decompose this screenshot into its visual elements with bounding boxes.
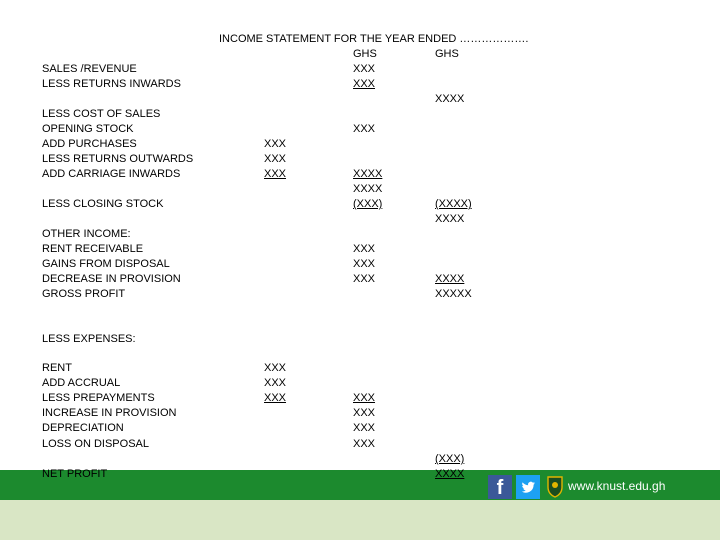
value-purchases: XXX <box>264 138 287 150</box>
label-sales: SALES /REVENUE <box>42 63 137 75</box>
value-accrual: XXX <box>264 377 287 389</box>
value-returns-outwards: XXX <box>264 153 287 165</box>
value-net-sales: XXXX <box>435 93 465 105</box>
label-purchases: ADD PURCHASES <box>42 138 137 150</box>
statement-title: INCOME STATEMENT FOR THE YEAR ENDED ………………. <box>219 33 529 45</box>
facebook-icon[interactable]: f <box>488 475 512 499</box>
label-returns-inwards: LESS RETURNS INWARDS <box>42 78 181 90</box>
value-sales: XXX <box>353 63 376 75</box>
value-opening-stock: XXX <box>353 123 376 135</box>
value-gross-profit: XXXXX <box>435 288 472 300</box>
label-closing-stock: LESS CLOSING STOCK <box>42 198 164 210</box>
value-net-purchases: XXXX <box>353 168 383 180</box>
value-net-profit: XXXX <box>435 468 465 480</box>
value-decrease-provision: XXX <box>353 273 376 285</box>
label-prepayments: LESS PREPAYMENTS <box>42 392 155 404</box>
knust-crest-icon <box>546 474 564 498</box>
label-opening-stock: OPENING STOCK <box>42 123 134 135</box>
label-cost-of-sales: LESS COST OF SALES <box>42 108 161 120</box>
value-increase-provision: XXX <box>353 407 376 419</box>
label-rent: RENT <box>42 362 72 374</box>
label-depreciation: DEPRECIATION <box>42 422 124 434</box>
label-returns-outwards: LESS RETURNS OUTWARDS <box>42 153 194 165</box>
value-returns-inwards: XXX <box>353 78 376 90</box>
value-rent-b: XXX <box>353 392 376 404</box>
value-available: XXXX <box>353 183 383 195</box>
col-head-ghs-1: GHS <box>353 48 377 60</box>
label-loss-disposal: LOSS ON DISPOSAL <box>42 438 149 450</box>
label-decrease-provision: DECREASE IN PROVISION <box>42 273 181 285</box>
value-gains: XXX <box>353 258 376 270</box>
value-closing-stock: (XXX) <box>353 198 383 210</box>
value-carriage: XXX <box>264 168 287 180</box>
value-depreciation: XXX <box>353 422 376 434</box>
label-accrual: ADD ACCRUAL <box>42 377 121 389</box>
label-less-expenses: LESS EXPENSES: <box>42 333 136 345</box>
website-link[interactable]: www.knust.edu.gh <box>568 479 666 493</box>
label-gross-profit: GROSS PROFIT <box>42 288 126 300</box>
twitter-icon[interactable] <box>516 475 540 499</box>
footer-light-band <box>0 500 720 540</box>
value-rent-receivable: XXX <box>353 243 376 255</box>
label-increase-provision: INCREASE IN PROVISION <box>42 407 177 419</box>
value-other-income-total: XXXX <box>435 273 465 285</box>
value-prepayments: XXX <box>264 392 287 404</box>
label-gains-disposal: GAINS FROM DISPOSAL <box>42 258 170 270</box>
label-other-income: OTHER INCOME: <box>42 228 131 240</box>
label-rent-receivable: RENT RECEIVABLE <box>42 243 144 255</box>
label-carriage-inwards: ADD CARRIAGE INWARDS <box>42 168 181 180</box>
value-expenses-total: (XXX) <box>435 453 465 465</box>
col-head-ghs-2: GHS <box>435 48 459 60</box>
value-gp-pre: XXXX <box>435 213 465 225</box>
label-net-profit: NET PROFIT <box>42 468 108 480</box>
value-cost-of-sales: (XXXX) <box>435 198 472 210</box>
value-rent-a: XXX <box>264 362 287 374</box>
value-loss-disposal: XXX <box>353 438 376 450</box>
